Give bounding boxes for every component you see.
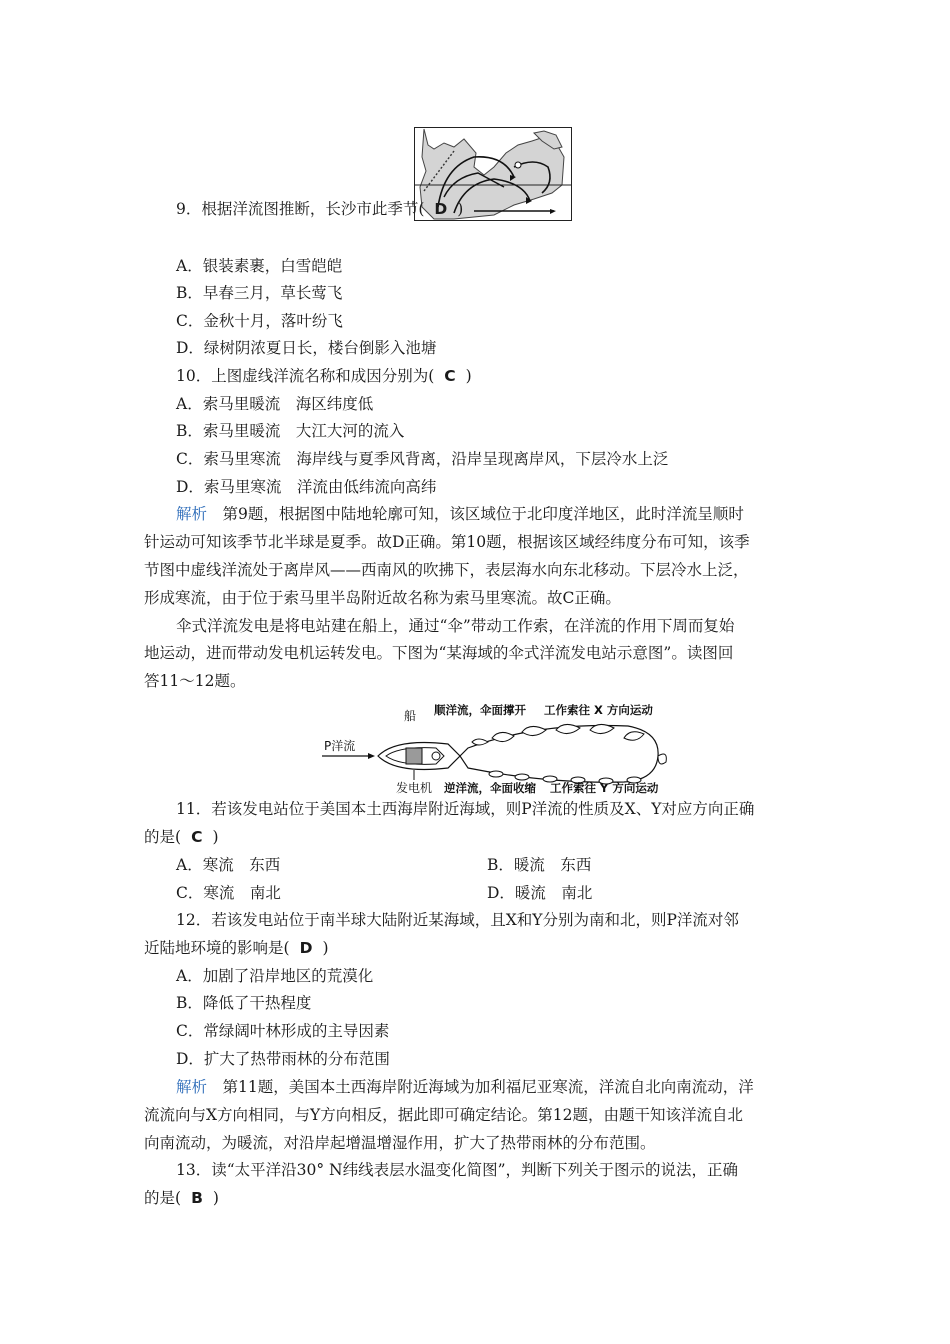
intro-line-2: 地运动，进而带动发电机运转发电。下图为“某海域的伞式洋流发电站示意图”。读图回 bbox=[144, 644, 734, 662]
analysis-tag: 解析 bbox=[176, 1078, 208, 1096]
top-label: 顺洋流，伞面撑开 bbox=[434, 703, 526, 717]
q13-stem-1: 13．读“太平洋沿30° N纬线表层水温变化简图”，判断下列关于图示的说法，正确 bbox=[176, 1161, 739, 1179]
umbrella-generator-diagram bbox=[318, 698, 670, 796]
q10-option-a: A．索马里暖流 海区纬度低 bbox=[176, 395, 374, 413]
q11-option-c: C．寒流 南北 bbox=[176, 884, 281, 902]
q12-option-b: B．降低了干热程度 bbox=[176, 994, 312, 1012]
analysis2-line-2: 流流向与X方向相同，与Y方向相反，据此即可确定结论。第12题，由题干知该洋流自北 bbox=[144, 1106, 743, 1124]
analysis1-line-2: 针运动可知该季节北半球是夏季。故D正确。第10题，根据该区域经纬度分布可知，该季 bbox=[144, 533, 750, 551]
analysis-tag: 解析 bbox=[176, 505, 208, 523]
analysis2-line-3: 向南流动，为暖流，对沿岸起增温增湿作用，扩大了热带雨林的分布范围。 bbox=[144, 1134, 656, 1152]
intro-line-1: 伞式洋流发电是将电站建在船上，通过“伞”带动工作索，在洋流的作用下周而复始 bbox=[176, 617, 735, 635]
q11-option-b: B．暖流 东西 bbox=[487, 856, 592, 874]
intro-line-3: 答11～12题。 bbox=[144, 672, 246, 690]
q12-stem-2: 近陆地环境的影响是( D ) bbox=[144, 939, 329, 957]
q10-option-b: B．索马里暖流 大江大河的流入 bbox=[176, 422, 405, 440]
p-current-label: P洋流 bbox=[324, 739, 356, 753]
q13-stem-2: 的是( B ) bbox=[144, 1189, 219, 1207]
q9-stem: 9．根据洋流图推断，长沙市此季节( D ) bbox=[176, 200, 464, 218]
q9-option-d: D．绿树阴浓夏日长，楼台倒影入池塘 bbox=[176, 339, 437, 357]
q9-option-c: C．金秋十月，落叶纷飞 bbox=[176, 312, 343, 330]
open-parachutes bbox=[472, 724, 666, 764]
generator-label: 发电机 bbox=[396, 781, 433, 795]
q10-answer: C bbox=[444, 367, 456, 385]
q11-stem-2: 的是( C ) bbox=[144, 828, 219, 846]
q11-option-a: A．寒流 东西 bbox=[176, 856, 281, 874]
analysis1-line-3: 节图中虚线洋流处于离岸风——西南风的吹拂下，表层海水向东北移动。下层冷水上泛， bbox=[144, 561, 749, 579]
q11-option-d: D．暖流 南北 bbox=[487, 884, 593, 902]
q10-stem: 10．上图虚线洋流名称和成因分别为( C ) bbox=[176, 367, 472, 385]
q12-answer: D bbox=[299, 939, 313, 957]
q10-option-c: C．索马里寒流 海岸线与夏季风背离，沿岸呈现离岸风，下层冷水上泛 bbox=[176, 450, 669, 468]
bottom-label-2: 工作索往 Y 方向运动 bbox=[550, 781, 659, 795]
top-label-2: 工作索往 X 方向运动 bbox=[544, 703, 653, 717]
q11-stem-1: 11．若该发电站位于美国本土西海岸附近海域，则P洋流的性质及X、Y对应方向正确 bbox=[176, 800, 755, 818]
q12-option-d: D．扩大了热带雨林的分布范围 bbox=[176, 1050, 390, 1068]
q10-option-d: D．索马里寒流 洋流由低纬流向高纬 bbox=[176, 478, 437, 496]
q12-option-c: C．常绿阔叶林形成的主导因素 bbox=[176, 1022, 390, 1040]
analysis2-line-1: 解析 第11题，美国本土西海岸附近海域为加利福尼亚寒流，洋流自北向南流动，洋 bbox=[176, 1078, 754, 1096]
analysis1-line-1: 解析 第9题，根据图中陆地轮廓可知，该区域位于北印度洋地区，此时洋流呈顺时 bbox=[176, 505, 744, 523]
bottom-label: 逆洋流，伞面收缩 bbox=[444, 781, 536, 795]
ship-label: 船 bbox=[404, 709, 417, 723]
q12-option-a: A．加剧了沿岸地区的荒漠化 bbox=[176, 967, 374, 985]
q13-answer: B bbox=[191, 1189, 203, 1207]
q12-stem-1: 12．若该发电站位于南半球大陆附近某海域，且X和Y分别为南和北，则P洋流对邻 bbox=[176, 911, 739, 929]
q9-answer: D bbox=[434, 200, 448, 218]
q9-option-b: B．早春三月，草长莺飞 bbox=[176, 284, 343, 302]
q9-option-a: A．银装素裹，白雪皑皑 bbox=[176, 257, 343, 275]
q11-answer: C bbox=[191, 828, 203, 846]
analysis1-line-4: 形成寒流，由于位于索马里半岛附近故名称为索马里寒流。故C正确。 bbox=[144, 589, 621, 607]
